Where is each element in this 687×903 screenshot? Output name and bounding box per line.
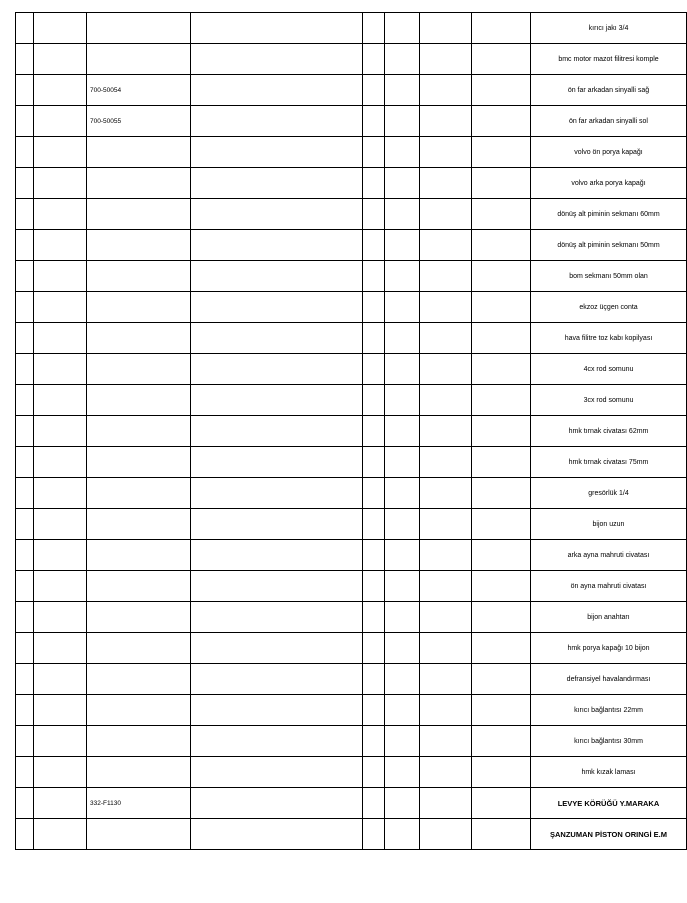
table-row [16,44,687,75]
empty-cell [420,819,472,850]
part-description-cell: dönüş alt piminin sekmanı 50mm [531,230,687,261]
empty-cell [363,726,385,757]
empty-cell [16,633,34,664]
table-row [16,695,687,726]
part-description-cell: bijon uzun [531,509,687,540]
part-code-cell [87,447,191,478]
table-row [16,788,687,819]
part-code-cell [87,261,191,292]
part-code-cell [87,44,191,75]
empty-cell [420,261,472,292]
empty-cell [385,416,420,447]
empty-cell [472,385,531,416]
empty-cell [363,354,385,385]
part-code-cell [87,168,191,199]
part-code-cell [87,416,191,447]
empty-cell [16,13,34,44]
empty-cell [385,540,420,571]
part-code-cell [87,478,191,509]
table-row [16,75,687,106]
empty-cell [16,416,34,447]
empty-cell [16,292,34,323]
empty-cell [191,292,363,323]
empty-cell [363,447,385,478]
empty-cell [385,323,420,354]
empty-cell [472,137,531,168]
empty-cell [191,168,363,199]
empty-cell [363,633,385,664]
part-code-cell [87,571,191,602]
empty-cell [472,602,531,633]
empty-cell [363,261,385,292]
empty-cell [363,509,385,540]
empty-cell [191,571,363,602]
empty-cell [34,44,87,75]
empty-cell [472,664,531,695]
empty-cell [191,819,363,850]
empty-cell [34,540,87,571]
empty-cell [363,478,385,509]
empty-cell [385,292,420,323]
empty-cell [472,478,531,509]
empty-cell [363,664,385,695]
empty-cell [34,633,87,664]
part-description-cell: kırıcı bağlantısı 30mm [531,726,687,757]
table-row [16,13,687,44]
empty-cell [363,602,385,633]
empty-cell [472,757,531,788]
empty-cell [472,261,531,292]
empty-cell [191,602,363,633]
empty-cell [420,695,472,726]
empty-cell [385,509,420,540]
empty-cell [363,75,385,106]
empty-cell [472,571,531,602]
part-description-cell: bijon anahtarı [531,602,687,633]
part-description-cell: dönüş alt piminin sekmanı 60mm [531,199,687,230]
part-description-cell: ön ayna mahruti civatası [531,571,687,602]
part-description-cell: bom sekmanı 50mm olan [531,261,687,292]
empty-cell [191,199,363,230]
empty-cell [191,726,363,757]
empty-cell [34,757,87,788]
empty-cell [472,230,531,261]
part-code-cell [87,664,191,695]
parts-table [15,12,687,850]
part-description-cell: ekzoz üçgen conta [531,292,687,323]
empty-cell [420,199,472,230]
empty-cell [420,571,472,602]
part-description-cell: hmk porya kapağı 10 bijon [531,633,687,664]
empty-cell [191,757,363,788]
empty-cell [191,323,363,354]
empty-cell [191,788,363,819]
part-description-cell: volvo ön porya kapağı [531,137,687,168]
empty-cell [420,633,472,664]
empty-cell [472,13,531,44]
empty-cell [363,106,385,137]
empty-cell [34,571,87,602]
empty-cell [16,44,34,75]
part-code-cell [87,726,191,757]
part-description-cell: LEVYE KÖRÜĞÜ Y.MARAKA [531,788,687,819]
part-code-cell [87,13,191,44]
part-code-cell [87,540,191,571]
part-description-cell: arka ayna mahruti civatası [531,540,687,571]
empty-cell [16,261,34,292]
empty-cell [363,757,385,788]
empty-cell [191,695,363,726]
table-row [16,354,687,385]
table-row [16,602,687,633]
empty-cell [385,137,420,168]
part-code-cell [87,633,191,664]
empty-cell [385,664,420,695]
empty-cell [385,385,420,416]
empty-cell [16,106,34,137]
empty-cell [420,75,472,106]
empty-cell [363,819,385,850]
part-code-cell [87,757,191,788]
empty-cell [34,261,87,292]
empty-cell [420,168,472,199]
part-description-cell: bmc motor mazot filitresi komple [531,44,687,75]
empty-cell [420,726,472,757]
empty-cell [363,323,385,354]
empty-cell [472,416,531,447]
empty-cell [385,447,420,478]
table-row [16,726,687,757]
empty-cell [34,385,87,416]
empty-cell [472,323,531,354]
part-code-cell [87,819,191,850]
empty-cell [420,416,472,447]
table-row [16,199,687,230]
part-code-cell [87,695,191,726]
empty-cell [385,788,420,819]
part-description-cell: hmk tırnak civatası 62mm [531,416,687,447]
table-row [16,819,687,850]
parts-table-body [16,13,687,850]
empty-cell [385,168,420,199]
table-row [16,292,687,323]
empty-cell [16,540,34,571]
empty-cell [420,354,472,385]
table-row [16,478,687,509]
part-description-cell: kırıcı bağlantısı 22mm [531,695,687,726]
empty-cell [34,292,87,323]
empty-cell [34,726,87,757]
empty-cell [16,726,34,757]
empty-cell [363,137,385,168]
empty-cell [420,478,472,509]
part-code-cell: 700-50055 [87,106,191,137]
empty-cell [16,602,34,633]
empty-cell [385,757,420,788]
empty-cell [385,726,420,757]
empty-cell [34,106,87,137]
empty-cell [420,540,472,571]
empty-cell [34,602,87,633]
empty-cell [16,323,34,354]
part-code-cell [87,323,191,354]
empty-cell [16,354,34,385]
empty-cell [420,509,472,540]
empty-cell [385,602,420,633]
table-row [16,757,687,788]
empty-cell [363,695,385,726]
empty-cell [34,447,87,478]
empty-cell [472,633,531,664]
empty-cell [34,478,87,509]
empty-cell [191,75,363,106]
empty-cell [472,447,531,478]
empty-cell [420,757,472,788]
empty-cell [420,323,472,354]
empty-cell [191,261,363,292]
part-code-cell [87,230,191,261]
empty-cell [16,819,34,850]
table-row [16,230,687,261]
empty-cell [34,509,87,540]
table-row [16,540,687,571]
table-row [16,106,687,137]
empty-cell [34,137,87,168]
empty-cell [16,695,34,726]
empty-cell [34,230,87,261]
empty-cell [385,230,420,261]
empty-cell [363,199,385,230]
empty-cell [191,385,363,416]
table-row [16,571,687,602]
empty-cell [34,788,87,819]
empty-cell [363,13,385,44]
empty-cell [34,819,87,850]
table-row [16,633,687,664]
table-row [16,509,687,540]
empty-cell [472,788,531,819]
empty-cell [420,292,472,323]
empty-cell [420,664,472,695]
table-row [16,261,687,292]
empty-cell [420,385,472,416]
empty-cell [472,168,531,199]
empty-cell [191,106,363,137]
empty-cell [191,664,363,695]
empty-cell [385,261,420,292]
table-row [16,664,687,695]
empty-cell [385,75,420,106]
empty-cell [34,416,87,447]
empty-cell [472,292,531,323]
empty-cell [472,509,531,540]
empty-cell [472,540,531,571]
empty-cell [191,478,363,509]
empty-cell [420,602,472,633]
part-code-cell [87,137,191,168]
empty-cell [363,540,385,571]
table-row [16,137,687,168]
empty-cell [363,230,385,261]
empty-cell [420,230,472,261]
empty-cell [191,137,363,168]
table-row [16,323,687,354]
part-description-cell: ön far arkadan sinyalli sağ [531,75,687,106]
empty-cell [472,106,531,137]
table-row [16,416,687,447]
part-description-cell: defransiyel havalandırması [531,664,687,695]
empty-cell [34,199,87,230]
part-code-cell [87,292,191,323]
empty-cell [16,478,34,509]
empty-cell [191,416,363,447]
empty-cell [16,137,34,168]
empty-cell [191,540,363,571]
empty-cell [191,633,363,664]
part-description-cell: 4cx rod somunu [531,354,687,385]
empty-cell [16,385,34,416]
part-description-cell: ŞANZUMAN PİSTON ORINGİ E.M [531,819,687,850]
empty-cell [16,75,34,106]
empty-cell [191,230,363,261]
empty-cell [385,13,420,44]
empty-cell [34,323,87,354]
empty-cell [191,509,363,540]
empty-cell [191,44,363,75]
part-code-cell: 700-50054 [87,75,191,106]
empty-cell [385,106,420,137]
empty-cell [420,788,472,819]
part-description-cell: hava filitre toz kabı kopilyası [531,323,687,354]
empty-cell [385,633,420,664]
part-code-cell: 332-F1130 [87,788,191,819]
empty-cell [34,13,87,44]
empty-cell [385,44,420,75]
empty-cell [16,788,34,819]
table-row [16,385,687,416]
empty-cell [420,106,472,137]
empty-cell [363,292,385,323]
empty-cell [363,385,385,416]
part-code-cell [87,509,191,540]
empty-cell [191,13,363,44]
part-code-cell [87,385,191,416]
part-description-cell: hmk tırnak civatası 75mm [531,447,687,478]
empty-cell [472,44,531,75]
table-row [16,447,687,478]
table-row [16,168,687,199]
empty-cell [472,726,531,757]
empty-cell [16,757,34,788]
empty-cell [16,571,34,602]
empty-cell [34,695,87,726]
part-description-cell: kırıcı jakı 3/4 [531,13,687,44]
part-code-cell [87,199,191,230]
part-description-cell: ön far arkadan sinyalli sol [531,106,687,137]
part-description-cell: 3cx rod somunu [531,385,687,416]
empty-cell [16,447,34,478]
empty-cell [420,44,472,75]
empty-cell [34,168,87,199]
empty-cell [385,199,420,230]
empty-cell [34,664,87,695]
empty-cell [16,230,34,261]
empty-cell [385,819,420,850]
empty-cell [385,478,420,509]
empty-cell [363,416,385,447]
empty-cell [363,168,385,199]
empty-cell [363,44,385,75]
empty-cell [385,354,420,385]
empty-cell [363,788,385,819]
part-code-cell [87,354,191,385]
empty-cell [420,447,472,478]
part-description-cell: hmk kızak laması [531,757,687,788]
empty-cell [363,571,385,602]
empty-cell [16,168,34,199]
empty-cell [472,695,531,726]
empty-cell [34,75,87,106]
empty-cell [191,447,363,478]
part-description-cell: gresörlük 1/4 [531,478,687,509]
empty-cell [472,819,531,850]
empty-cell [16,664,34,695]
empty-cell [34,354,87,385]
part-code-cell [87,602,191,633]
empty-cell [16,199,34,230]
part-description-cell: volvo arka porya kapağı [531,168,687,199]
empty-cell [472,354,531,385]
empty-cell [420,137,472,168]
empty-cell [420,13,472,44]
empty-cell [472,75,531,106]
empty-cell [16,509,34,540]
empty-cell [385,695,420,726]
empty-cell [385,571,420,602]
empty-cell [472,199,531,230]
empty-cell [191,354,363,385]
